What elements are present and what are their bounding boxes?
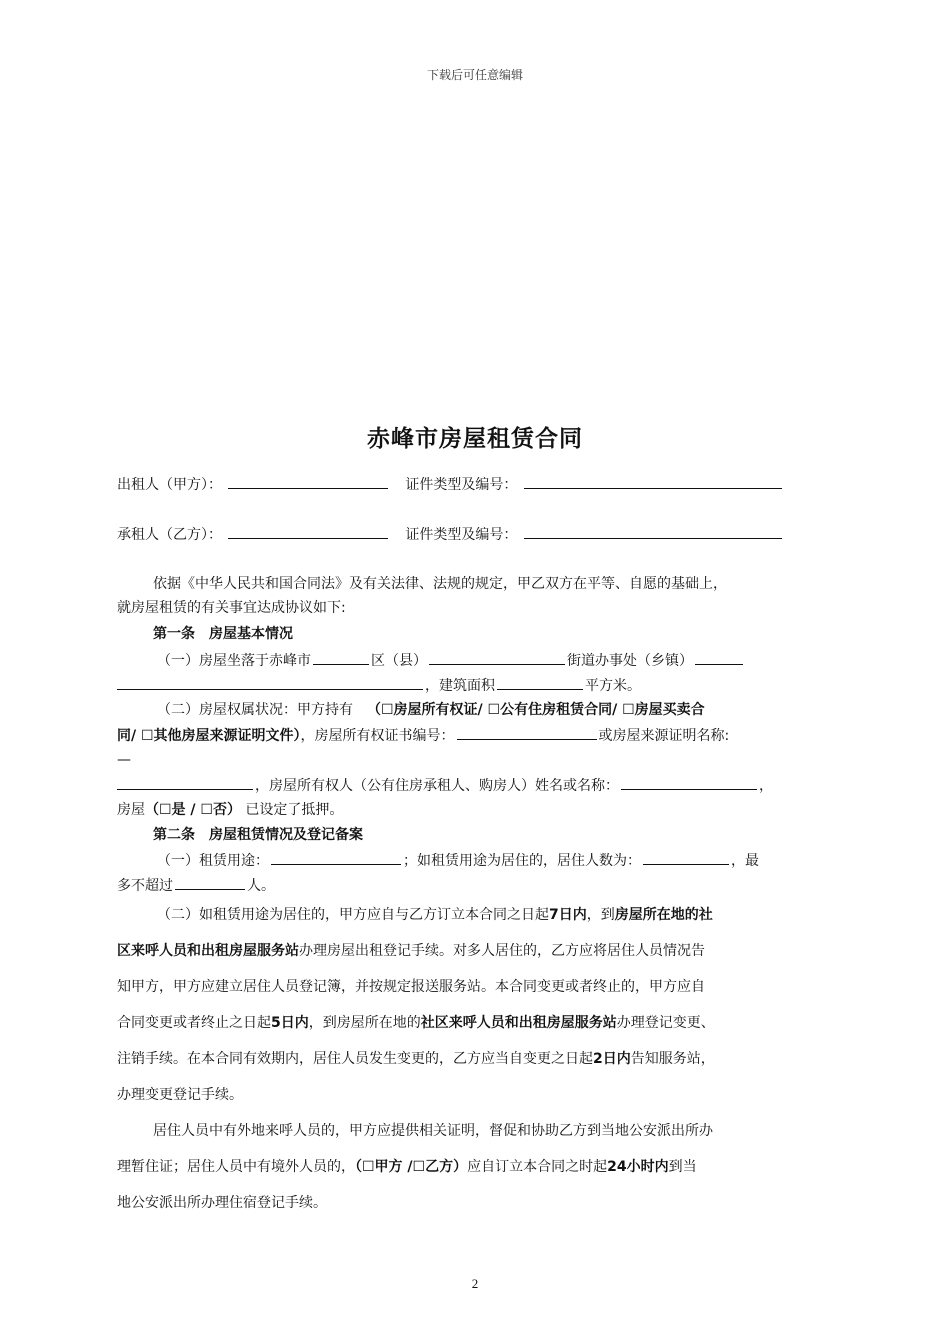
registration-text-1c: ，到 — [586, 907, 615, 923]
article-2-heading: 第二条 房屋租赁情况及登记备案 — [153, 827, 363, 843]
intro-line-1: 依据《中华人民共和国合同法》及有关法律、法规的规定，甲乙双方在平等、自愿的基础上， — [153, 576, 727, 592]
party-a-name-blank[interactable] — [228, 474, 388, 489]
source-proof-label: 或房屋来源证明名称: — [598, 728, 730, 744]
mortgage-house-text: 房屋 — [117, 802, 145, 818]
max-occupants-blank[interactable] — [175, 875, 245, 890]
page-header: 下载后可任意编辑 — [426, 68, 523, 82]
party-a-row — [117, 474, 843, 495]
registration-line-6: 办理变更登记手续。 — [117, 1087, 243, 1103]
max-occupants-text-b: 多不超过 — [117, 878, 173, 894]
ownership-text: （二）房屋权属状况：甲方持有 — [157, 702, 353, 718]
registration-line-5 — [117, 1049, 843, 1069]
occupants-blank[interactable] — [643, 850, 729, 865]
street-blank[interactable] — [429, 650, 565, 665]
contract-title: 赤峰市房屋租赁合同 — [367, 426, 583, 452]
party-b-row — [117, 524, 843, 545]
party-b-name-blank[interactable] — [228, 524, 388, 539]
use-blank[interactable] — [271, 850, 401, 865]
registration-deadline-2: 2日内 — [593, 1051, 631, 1067]
ownership-row-2 — [117, 725, 843, 746]
registration-text-5a: 注销手续。在本合同有效期内，居住人员发生变更的，乙方应当自变更之日起 — [117, 1051, 593, 1067]
article-1-heading: 第一条 房屋基本情况 — [153, 626, 293, 642]
use-label: （一）租赁用途： — [157, 853, 269, 869]
registration-station: 区来呼人员和出租房屋服务站 — [117, 943, 299, 959]
responsible-party-options[interactable]: （☐甲方 /☐乙方） — [355, 1159, 468, 1175]
nonlocal-text-2c: 应自订立本合同之时起 — [467, 1159, 608, 1175]
area-blank[interactable] — [497, 675, 583, 690]
source-proof-blank[interactable] — [117, 775, 253, 790]
ownership-options-a[interactable]: （☐房屋所有权证/ ☐公有住房租赁合同/ ☐房屋买卖合 — [367, 702, 705, 718]
address-detail-blank[interactable] — [117, 675, 423, 690]
ownership-row-3: — — [117, 752, 131, 768]
district-blank[interactable] — [313, 650, 369, 665]
location-street-text: 街道办事处（乡镇） — [567, 653, 693, 669]
ownership-row-4 — [117, 775, 843, 796]
nonlocal-line-2 — [117, 1157, 843, 1177]
occupants-label: ；如租赁用途为居住的，居住人数为： — [403, 853, 641, 869]
nonlocal-text-2e: 到当 — [668, 1159, 697, 1175]
party-b-label: 承租人（乙方）： — [117, 527, 222, 543]
registration-line-1 — [117, 905, 883, 925]
area-unit: 平方米。 — [585, 678, 641, 694]
location-row — [117, 650, 883, 671]
use-row — [117, 850, 883, 871]
ownership-row-1 — [117, 700, 883, 720]
max-occupants-unit: 人。 — [247, 878, 275, 894]
location-district-text: 区（县） — [371, 653, 427, 669]
owner-name-label: ，房屋所有权人（公有住房承租人、购房人）姓名或名称： — [255, 778, 619, 794]
registration-station-2: 社区来呼人员和出租房屋服务站 — [420, 1015, 617, 1031]
registration-text-1d: 房屋所在地的社 — [614, 907, 713, 923]
page-number: 2 — [471, 1276, 479, 1291]
registration-line-2 — [117, 941, 843, 961]
registration-line-4 — [117, 1013, 843, 1033]
nonlocal-text-2a: 理暂住证；居住人员中有境外人员的， — [117, 1159, 355, 1175]
owner-name-blank[interactable] — [621, 775, 757, 790]
town-blank[interactable] — [695, 650, 743, 665]
mortgage-row — [117, 800, 843, 820]
registration-text-4a: 合同变更或者终止之日起 — [117, 1015, 271, 1031]
nonlocal-deadline-24h: 24小时内 — [607, 1159, 669, 1175]
certificate-number-label: ，房屋所有权证书编号： — [300, 728, 455, 744]
party-b-id-blank[interactable] — [524, 524, 782, 539]
area-label: ，建筑面积 — [425, 678, 495, 694]
party-b-id-label: 证件类型及编号： — [405, 527, 518, 543]
registration-text-4e: 办理登记变更、 — [616, 1015, 715, 1031]
max-occupants-text-a: ，最 — [731, 853, 759, 869]
registration-deadline-5: 5日内 — [271, 1015, 309, 1031]
ownership-options-b[interactable]: 同/ ☐其他房屋来源证明文件） — [117, 728, 301, 744]
registration-text-4c: ，到房屋所在地的 — [308, 1015, 421, 1031]
registration-text-1a: （二）如租赁用途为居住的，甲方应自与乙方订立本合同之日起 — [157, 907, 549, 923]
mortgage-options[interactable]: （☐是 / ☐否） — [145, 802, 241, 818]
registration-text-5c: 告知服务站， — [630, 1051, 715, 1067]
location-city-text: （一）房屋坐落于赤峰市 — [157, 653, 311, 669]
certificate-number-blank[interactable] — [457, 725, 597, 740]
party-a-id-blank[interactable] — [524, 474, 782, 489]
area-row — [117, 675, 843, 696]
nonlocal-line-3: 地公安派出所办理住宿登记手续。 — [117, 1195, 327, 1211]
nonlocal-line-1: 居住人员中有外地来呼人员的，甲方应提供相关证明，督促和协助乙方到当地公安派出所办 — [153, 1123, 713, 1139]
mortgage-text: 已设定了抵押。 — [240, 802, 344, 818]
party-a-label: 出租人（甲方）： — [117, 477, 222, 493]
max-occupants-row — [117, 875, 843, 896]
registration-deadline-7: 7日内 — [549, 907, 587, 923]
owner-comma: ， — [759, 778, 773, 794]
intro-line-2: 就房屋租赁的有关事宜达成协议如下: — [117, 600, 346, 616]
party-a-id-label: 证件类型及编号： — [405, 477, 518, 493]
registration-text-2b: 办理房屋出租登记手续。对多人居住的，乙方应将居住人员情况告 — [299, 943, 705, 959]
registration-line-3: 知甲方，甲方应建立居住人员登记簿，并按规定报送服务站。本合同变更或者终止的，甲方应自 — [117, 979, 705, 995]
